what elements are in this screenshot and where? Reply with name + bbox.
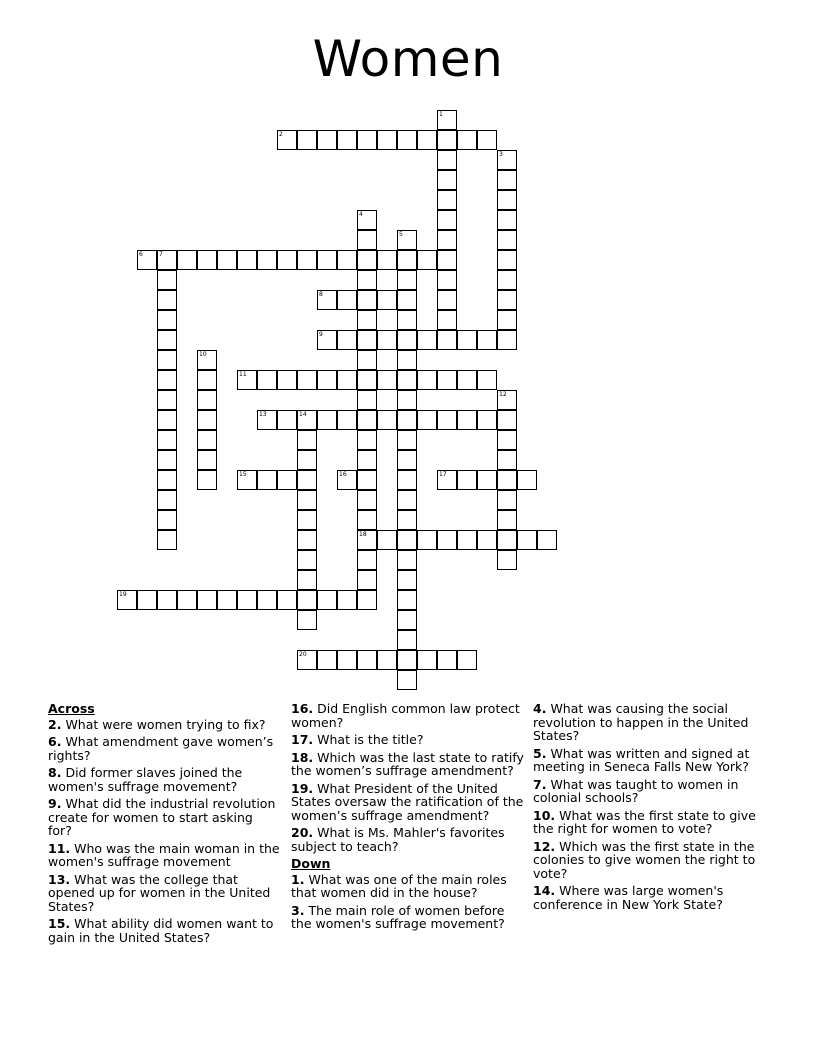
clue-number: 1 [439,111,443,118]
grid-cell[interactable] [197,370,217,390]
grid-cell[interactable] [497,270,517,290]
grid-cell[interactable] [497,210,517,230]
grid-cell[interactable] [397,330,417,350]
clue-number: 7 [159,251,163,258]
down-header: Down [291,856,331,871]
grid-cell[interactable] [357,650,377,670]
grid-cell[interactable] [437,250,457,270]
grid-cell[interactable] [497,530,517,550]
grid-cell[interactable] [337,130,357,150]
grid-cell[interactable] [297,530,317,550]
grid-cell[interactable] [397,470,417,490]
grid-cell[interactable] [457,330,477,350]
grid-cell[interactable] [337,290,357,310]
grid-cell[interactable] [297,450,317,470]
grid-cell[interactable] [237,590,257,610]
clue-number: 4 [359,211,363,218]
grid-cell[interactable] [397,530,417,550]
grid-cell[interactable] [297,610,317,630]
grid-cell[interactable] [417,410,437,430]
grid-cell[interactable] [377,290,397,310]
grid-cell[interactable] [357,350,377,370]
grid-cell[interactable] [397,270,417,290]
grid-cell[interactable] [357,510,377,530]
grid-cell[interactable] [157,470,177,490]
grid-cell[interactable] [277,410,297,430]
grid-cell[interactable] [357,230,377,250]
grid-cell[interactable] [237,250,257,270]
grid-cell[interactable] [437,410,457,430]
clue-number: 18 [359,531,367,538]
grid-cell[interactable] [477,370,497,390]
grid-cell[interactable] [497,310,517,330]
grid-cell[interactable] [397,590,417,610]
grid-cell[interactable] [357,490,377,510]
grid-cell[interactable] [357,370,377,390]
grid-cell[interactable] [497,410,517,430]
grid-cell[interactable] [437,190,457,210]
grid-cell[interactable] [457,650,477,670]
grid-cell[interactable] [477,470,497,490]
grid-cell[interactable] [297,250,317,270]
grid-cell[interactable] [437,170,457,190]
clue-number: 20 [299,651,307,658]
grid-cell[interactable] [437,370,457,390]
clue-number: 17 [439,471,447,478]
grid-cell[interactable] [477,530,497,550]
grid-cell[interactable] [157,350,177,370]
clue-down-5: 5. What was written and signed at meeting in Seneca Falls New York? [533,745,750,774]
clue-across-17: 17. What is the title? [291,732,424,747]
clue-number: 12 [499,391,507,398]
grid-cell[interactable] [477,330,497,350]
grid-cell[interactable] [357,130,377,150]
grid-cell[interactable] [317,410,337,430]
grid-cell[interactable] [337,590,357,610]
grid-cell[interactable] [497,510,517,530]
grid-cell[interactable] [337,370,357,390]
grid-cell[interactable] [357,550,377,570]
grid-cell[interactable] [197,430,217,450]
clue-across-9: 9. What did the industrial revolution create for women to start asking for? [48,796,276,838]
grid-cell[interactable] [317,130,337,150]
grid-cell[interactable] [437,130,457,150]
clue-across-8: 8. Did former slaves joined the women's suffrage movement? [48,765,243,794]
grid-cell[interactable] [297,590,317,610]
grid-cell[interactable] [497,550,517,570]
grid-cell[interactable] [397,290,417,310]
grid-cell[interactable] [497,290,517,310]
clue-down-3: 3. The main role of women before the women's suffrage movement? [291,902,505,931]
grid-cell[interactable] [357,450,377,470]
grid-cell[interactable] [497,250,517,270]
grid-cell[interactable] [457,470,477,490]
grid-cell[interactable] [197,450,217,470]
clue-down-4: 4. What was causing the social revolution to happen in the United States? [533,701,749,743]
clues-column-3 [533,702,769,915]
page-title: Women [312,30,504,88]
grid-cell[interactable] [377,650,397,670]
clue-number: 5 [399,231,403,238]
grid-cell[interactable] [397,550,417,570]
clue-number: 14 [299,411,307,418]
grid-cell[interactable] [497,190,517,210]
grid-cell[interactable] [437,210,457,230]
grid-cell[interactable] [417,330,437,350]
clue-across-11: 11. Who was the main woman in the women's suffrage movement [48,840,280,869]
grid-cell[interactable] [357,390,377,410]
grid-cell[interactable] [257,250,277,270]
grid-cell[interactable] [397,450,417,470]
grid-cell[interactable] [357,250,377,270]
grid-cell[interactable] [277,590,297,610]
clue-across-18: 18. Which was the last state to ratify the women’s suffrage amendment? [291,749,524,778]
grid-cell[interactable] [357,270,377,290]
grid-cell[interactable] [497,230,517,250]
grid-cell[interactable] [477,410,497,430]
grid-cell[interactable] [457,370,477,390]
clue-down-12: 12. Which was the first state in the colonies to give women the right to vote? [533,838,756,881]
clue-number: 9 [319,331,323,338]
clue-across-16: 16. Did English common law protect women? [291,701,520,730]
grid-cell[interactable] [257,470,277,490]
grid-cell[interactable] [217,590,237,610]
grid-cell[interactable] [137,590,157,610]
grid-cell[interactable] [397,650,417,670]
grid-cell[interactable] [477,130,497,150]
grid-cell[interactable] [537,530,557,550]
grid-cell[interactable] [197,410,217,430]
grid-cell[interactable] [397,630,417,650]
clue-across-15: 15. What ability did women want to gain in the United States? [48,916,274,945]
grid-cell[interactable] [197,390,217,410]
grid-cell[interactable] [497,490,517,510]
clues-column-2 [291,702,526,935]
clues-column-1 [48,702,280,948]
grid-cell[interactable] [377,410,397,430]
grid-cell[interactable] [257,590,277,610]
clue-across-19: 19. What President of the United States oversaw the ratification of the women’s suffrage amendment? [291,780,524,823]
grid-cell[interactable] [417,530,437,550]
grid-cell[interactable] [437,230,457,250]
grid-cell[interactable] [437,650,457,670]
clue-number: 19 [119,591,127,598]
grid-cell[interactable] [397,350,417,370]
grid-cell[interactable] [157,330,177,350]
grid-cell[interactable] [317,590,337,610]
clue-number: 11 [239,371,247,378]
grid-cell[interactable] [357,590,377,610]
grid-cell[interactable] [397,670,417,690]
grid-cell[interactable] [377,330,397,350]
grid-cell[interactable] [297,490,317,510]
grid-cell[interactable] [397,410,417,430]
grid-cell[interactable] [357,570,377,590]
grid-cell[interactable] [497,430,517,450]
grid-cell[interactable] [157,590,177,610]
clue-number: 3 [499,151,503,158]
grid-cell[interactable] [277,370,297,390]
grid-cell[interactable] [157,530,177,550]
grid-cell[interactable] [417,650,437,670]
grid-cell[interactable] [437,290,457,310]
grid-cell[interactable] [337,330,357,350]
grid-cell[interactable] [357,470,377,490]
clue-number: 6 [139,251,143,258]
clue-across-13: 13. What was the college that opened up for women in the United States? [48,871,271,914]
grid-cell[interactable] [357,330,377,350]
grid-cell[interactable] [197,590,217,610]
grid-cell[interactable] [297,550,317,570]
grid-cell[interactable] [457,410,477,430]
grid-cell[interactable] [457,130,477,150]
grid-cell[interactable] [377,130,397,150]
grid-cell[interactable] [497,470,517,490]
clue-number: 2 [279,131,283,138]
clue-number: 15 [239,471,247,478]
grid-cell[interactable] [317,650,337,670]
grid-cell[interactable] [197,250,217,270]
grid-cell[interactable] [297,470,317,490]
grid-cell[interactable] [317,370,337,390]
grid-cell[interactable] [157,490,177,510]
grid-cell[interactable] [357,430,377,450]
grid-cell[interactable] [157,430,177,450]
clue-down-14: 14. Where was large women's conference in New York State? [533,883,724,912]
grid-cell[interactable] [377,530,397,550]
grid-cell[interactable] [177,590,197,610]
grid-cell[interactable] [197,470,217,490]
grid-cell[interactable] [337,650,357,670]
clue-across-20: 20. What is Ms. Mahler's favorites subject to teach? [291,825,505,854]
grid-cell[interactable] [157,310,177,330]
grid-cell[interactable] [357,290,377,310]
grid-cell[interactable] [177,250,197,270]
grid-cell[interactable] [377,370,397,390]
grid-cell[interactable] [397,310,417,330]
grid-cell[interactable] [357,410,377,430]
clue-across-6: 6. What amendment gave women’s rights? [48,734,274,763]
grid-cell[interactable] [297,510,317,530]
clue-across-2: 2. What were women trying to fix? [48,716,266,732]
grid-cell[interactable] [417,130,437,150]
grid-cell[interactable] [277,250,297,270]
grid-cell[interactable] [297,570,317,590]
clue-down-1: 1. What was one of the main roles that women did in the house? [291,871,507,900]
grid-cell[interactable] [397,390,417,410]
clue-number: 10 [199,351,207,358]
grid-cell[interactable] [157,390,177,410]
grid-cell[interactable] [497,170,517,190]
grid-cell[interactable] [157,450,177,470]
grid-cell[interactable] [397,570,417,590]
grid-cell[interactable] [397,250,417,270]
grid-cell[interactable] [437,330,457,350]
grid-cell[interactable] [297,430,317,450]
clue-number: 16 [339,471,347,478]
grid-cell[interactable] [337,250,357,270]
across-header: Across [48,701,95,716]
grid-cell[interactable] [277,470,297,490]
grid-cell[interactable] [377,250,397,270]
grid-cell[interactable] [497,330,517,350]
grid-cell[interactable] [497,450,517,470]
grid-cell[interactable] [417,250,437,270]
grid-cell[interactable] [517,470,537,490]
clue-number: 13 [259,411,267,418]
grid-cell[interactable] [457,530,477,550]
grid-cell[interactable] [157,410,177,430]
grid-cell[interactable] [217,250,237,270]
grid-cell[interactable] [437,310,457,330]
grid-cell[interactable] [157,270,177,290]
grid-cell[interactable] [297,370,317,390]
grid-cell[interactable] [397,490,417,510]
grid-cell[interactable] [437,150,457,170]
clue-down-7: 7. What was taught to women in colonial schools? [533,776,739,805]
grid-cell[interactable] [397,370,417,390]
grid-cell[interactable] [397,130,417,150]
grid-cell[interactable] [317,250,337,270]
grid-cell[interactable] [437,530,457,550]
clue-down-10: 10. What was the first state to give the right for women to vote? [533,807,756,836]
grid-cell[interactable] [437,270,457,290]
grid-cell[interactable] [157,290,177,310]
grid-cell[interactable] [157,370,177,390]
grid-cell[interactable] [397,610,417,630]
grid-cell[interactable] [417,370,437,390]
grid-cell[interactable] [397,510,417,530]
grid-cell[interactable] [297,130,317,150]
grid-cell[interactable] [357,310,377,330]
grid-cell[interactable] [397,430,417,450]
clue-number: 8 [319,291,323,298]
grid-cell[interactable] [337,410,357,430]
grid-cell[interactable] [257,370,277,390]
grid-cell[interactable] [517,530,537,550]
grid-cell[interactable] [157,510,177,530]
